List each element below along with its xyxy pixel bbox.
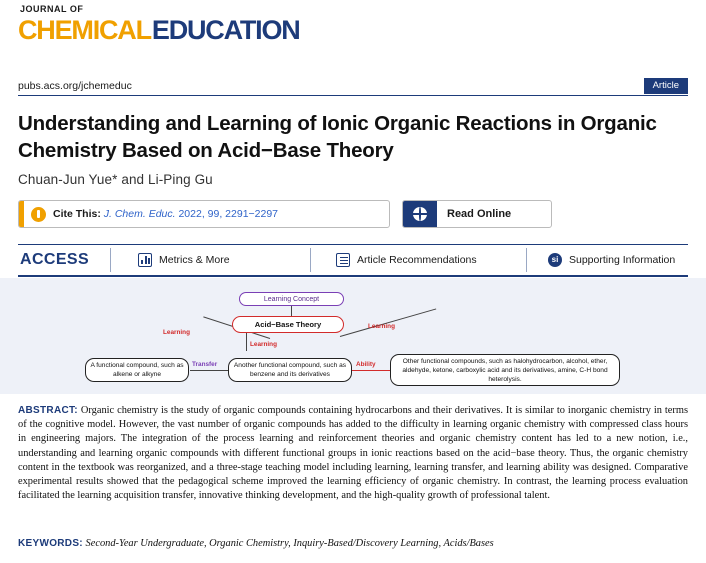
figure-label-ability: Ability — [356, 361, 376, 368]
cite-text — [53, 208, 278, 220]
journal-url-bar — [18, 78, 688, 96]
access-bar-bottom-rule — [18, 275, 688, 277]
figure-node-acid-base-theory: Acid−Base Theory — [232, 316, 344, 333]
cite-this-box[interactable] — [18, 200, 390, 228]
read-online-label: Read Online — [447, 208, 512, 220]
read-online-button[interactable] — [402, 200, 552, 228]
si-icon: si — [548, 253, 562, 267]
figure-arrow-ability — [352, 370, 390, 371]
figure-node-right: Other functional compounds, such as halohydrocarbon, alcohol, ether, aldehyde, ketone, carboxylic acid and its derivatives, amine, C-H bond heterolysis. — [390, 354, 620, 386]
url-bar-rule — [18, 95, 688, 96]
cite-row — [18, 200, 688, 230]
toc-graphic — [0, 278, 706, 394]
cite-this-label: Cite This: — [53, 208, 101, 220]
figure-arrow-transfer — [190, 370, 228, 371]
journal-masthead — [18, 4, 300, 56]
cite-reference-rest[interactable]: 2022, 99, 2291−2297 — [175, 208, 279, 220]
access-item-metrics[interactable] — [138, 253, 230, 267]
access-divider-2 — [310, 248, 311, 272]
access-label[interactable]: ACCESS — [20, 251, 90, 268]
abstract-block — [18, 404, 688, 503]
list-icon — [336, 253, 350, 267]
keywords-text: Second-Year Undergraduate, Organic Chemistry, Inquiry-Based/Discovery Learning, Acids/Bases — [85, 538, 494, 549]
masthead-chemical: CHEMICAL — [18, 15, 151, 45]
access-divider-1 — [110, 248, 111, 272]
abstract-label: ABSTRACT: — [18, 405, 78, 416]
cite-reference-journal[interactable]: J. Chem. Educ. — [103, 208, 176, 220]
masthead-title — [18, 15, 300, 45]
abstract-text: Organic chemistry is the study of organic compounds containing hydrocarbons and their derivatives. It is similar to inorganic chemistry in terms of the cognitive model. However, the vast number of organic compounds has added to the difficulty in learning organic chemistry with compressed class hours in engineering majors. The integration of the process learning and reinforcement theories and organic chemistry content has led to a new notion, i.e., understanding and learning organic compounds with different functional groups in ionic reactions based on the acid−base theory. Thus, the organic chemistry content in the textbook was reorganized, and a three-stage teaching model including learning, learning transfer, and learning ability was designed. Comparative experimental results showed that the pedagogical scheme improved the learning efficiency of organic chemistry. In contrast, the learning process evaluation facilitated the learning acquisition transfer, innovative thinking development, and the high-quality growth of professional talent. — [18, 405, 688, 502]
figure-label-learning-right: Learning — [368, 323, 395, 330]
globe-icon — [403, 201, 437, 227]
masthead-journal-of: JOURNAL OF — [20, 4, 84, 14]
author-list: Chuan-Jun Yue* and Li-Ping Gu — [18, 172, 213, 187]
access-item-metrics-label: Metrics & More — [159, 254, 230, 266]
article-type-badge: Article — [644, 78, 688, 94]
access-bar-top-rule — [18, 244, 688, 245]
access-item-supporting-info-label: Supporting Information — [569, 254, 676, 266]
figure-node-learning-concept: Learning Concept — [239, 292, 344, 306]
quote-icon — [31, 207, 46, 222]
page-title: Understanding and Learning of Ionic Organic Reactions in Organic Chemistry Based on Acid−Base Theory — [18, 112, 657, 162]
access-item-recommendations-label: Article Recommendations — [357, 254, 477, 266]
metrics-icon — [138, 253, 152, 267]
figure-label-learning-left: Learning — [163, 329, 190, 336]
masthead-education: EDUCATION — [151, 15, 300, 45]
access-item-recommendations[interactable] — [336, 253, 477, 267]
figure-label-learning-center: Learning — [250, 341, 277, 348]
figure-label-transfer: Transfer — [192, 361, 218, 368]
access-divider-3 — [526, 248, 527, 272]
keywords-label: KEYWORDS: — [18, 538, 83, 549]
keywords-block — [18, 538, 688, 549]
cite-accent-bar — [19, 201, 24, 227]
journal-url[interactable]: pubs.acs.org/jchemeduc — [18, 80, 132, 92]
access-item-supporting-info[interactable] — [548, 253, 675, 267]
figure-node-left: A functional compound, such as alkene or alkyne — [85, 358, 189, 382]
access-bar — [18, 244, 688, 276]
figure-node-middle: Another functional compound, such as benzene and its derivatives — [228, 358, 352, 382]
